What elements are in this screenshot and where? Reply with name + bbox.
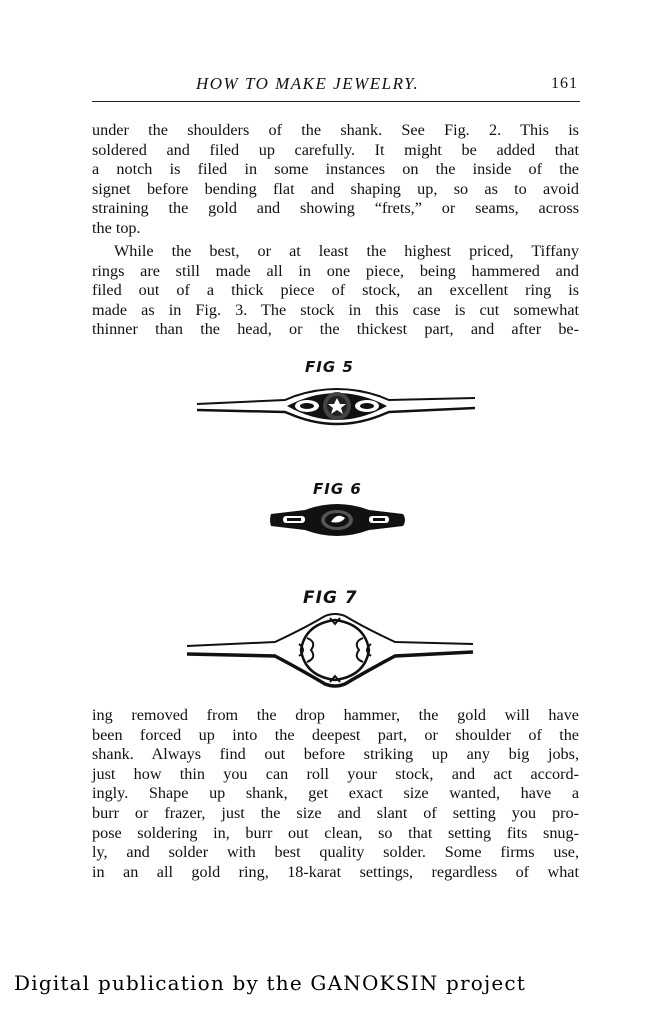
- text-line: ingly. Shape up shank, get exact size wanted, have a: [92, 784, 579, 803]
- figure-7: [185, 588, 475, 688]
- running-title: HOW TO MAKE JEWELRY.: [196, 74, 420, 93]
- figure-5-label: FIG 5: [305, 358, 354, 376]
- text-line: straining the gold and showing “frets,” or seams, across: [92, 199, 579, 218]
- ring-shank-open-setting-illustration-icon: [185, 610, 475, 688]
- text-line: pose soldering in, burr out clean, so that setting fits snug-: [92, 823, 579, 842]
- header-rule: [92, 101, 580, 102]
- paragraph-2: [92, 242, 579, 340]
- text-line: rings are still made all in one piece, being hammered and: [92, 261, 579, 280]
- ring-shank-oval-setting-illustration-icon: [265, 500, 410, 540]
- ring-shank-star-setting-illustration-icon: [195, 376, 480, 436]
- text-line: under the shoulders of the shank. See Fig. 2. This is: [92, 121, 579, 139]
- paragraph-1: [92, 121, 579, 239]
- text-line: the top.: [92, 218, 141, 237]
- text-line: shank. Always find out before striking up any big jobs,: [92, 745, 579, 764]
- text-line: burr or frazer, just the size and slant of setting you pro-: [92, 803, 579, 822]
- figure-7-label: FIG 7: [303, 588, 358, 608]
- text-line: While the best, or at least the highest priced, Tiffany: [114, 242, 579, 260]
- text-line: filed out of a thick piece of stock, an excellent ring is: [92, 281, 579, 300]
- text-line: signet before bending flat and shaping up, so as to avoid: [92, 179, 579, 198]
- text-line: made as in Fig. 3. The stock in this case is cut somewhat: [92, 300, 579, 319]
- text-line: in an all gold ring, 18-karat settings, regardless of what: [92, 862, 579, 881]
- text-line: ing removed from the drop hammer, the gold will have: [92, 706, 579, 724]
- publication-credit: Digital publication by the GANOKSIN project: [14, 971, 527, 995]
- page-number: 161: [551, 75, 578, 92]
- figure-6-label: FIG 6: [313, 480, 362, 498]
- text-line: been forced up into the deepest part, or shoulder of the: [92, 725, 579, 744]
- page-header: [92, 74, 580, 98]
- paragraph-3: [92, 706, 579, 882]
- text-line: thinner than the head, or the thickest part, and after be-: [92, 320, 579, 339]
- text-line: ly, and solder with best quality solder. Some firms use,: [92, 843, 579, 862]
- text-line: just how thin you can roll your stock, and act accord-: [92, 764, 579, 783]
- text-line: soldered and filed up carefully. It might be added that: [92, 140, 579, 159]
- figure-6: [265, 480, 410, 540]
- text-line: a notch is filed in some instances on the inside of the: [92, 160, 579, 179]
- figure-5: [195, 358, 480, 433]
